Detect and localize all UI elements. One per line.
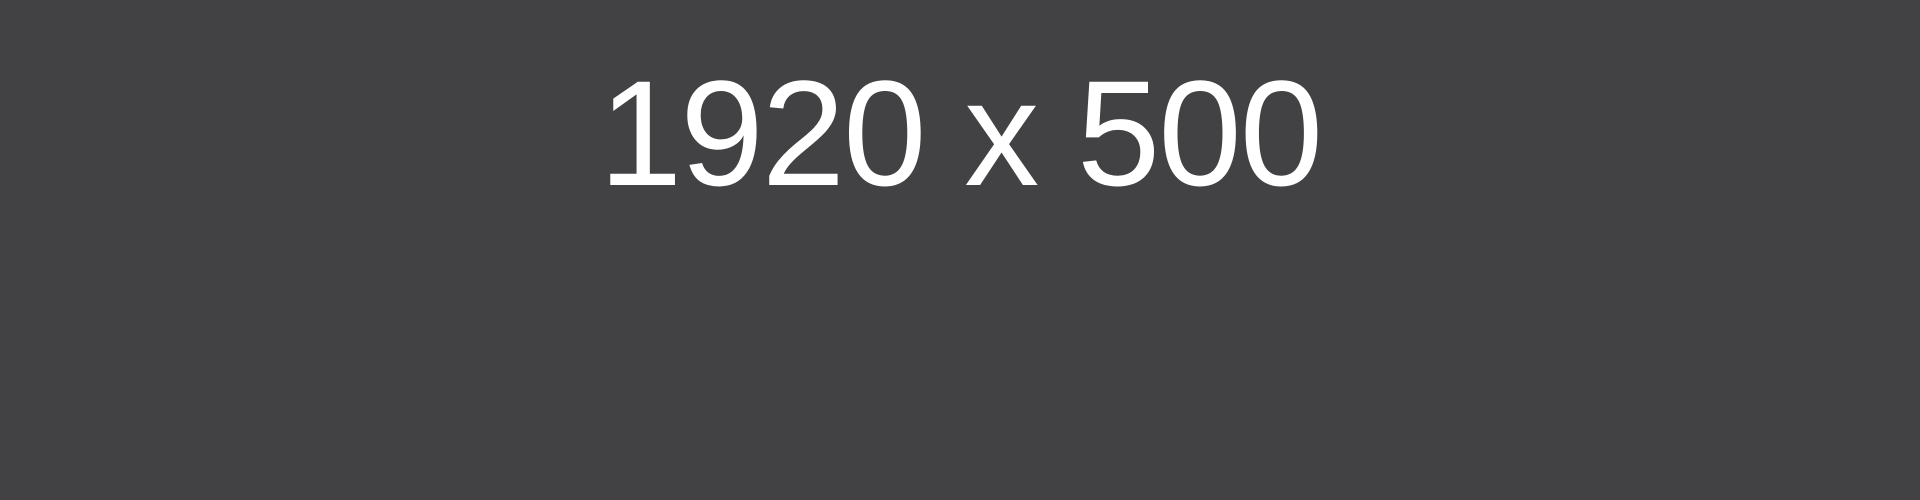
dimension-label: 1920 x 500 <box>598 49 1322 217</box>
